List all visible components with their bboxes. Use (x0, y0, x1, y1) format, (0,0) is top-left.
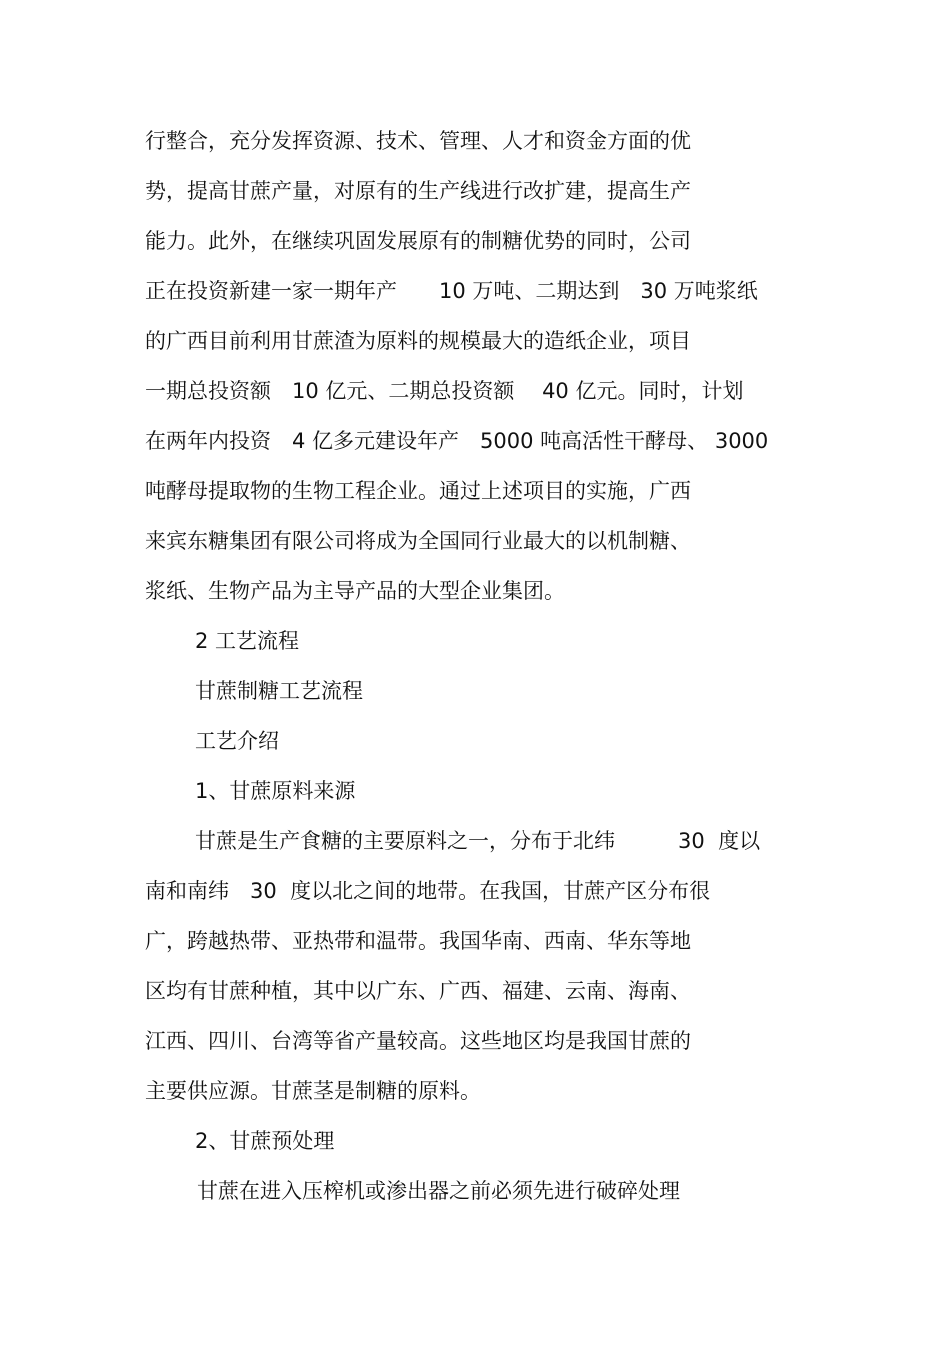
text-line: 区均有甘蔗种植，其中以广东、广西、福建、云南、海南、 (145, 979, 691, 1003)
text-line: 甘蔗在进入压榨机或渗出器之前必须先进行破碎处理 (197, 1179, 680, 1203)
text-line: 浆纸、生物产品为主导产品的大型企业集团。 (145, 579, 565, 603)
text-line: 势，提高甘蔗产量，对原有的生产线进行改扩建，提高生产 (145, 179, 691, 203)
text-line: 一期总投资额 10 亿元、二期总投资额 40 亿元。同时，计划 (145, 379, 744, 403)
text-line: 正在投资新建一家一期年产 10 万吨、二期达到 30 万吨浆纸 (145, 279, 758, 303)
text-line: 主要供应源。甘蔗茎是制糖的原料。 (145, 1079, 481, 1103)
text-line: 的广西目前利用甘蔗渣为原料的规模最大的造纸企业，项目 (145, 329, 691, 353)
item-heading: 1、甘蔗原料来源 (195, 779, 356, 803)
item-heading: 2、甘蔗预处理 (195, 1129, 335, 1153)
text-line: 南和南纬 30 度以北之间的地带。在我国，甘蔗产区分布很 (145, 879, 711, 903)
text-line: 广，跨越热带、亚热带和温带。我国华南、西南、华东等地 (145, 929, 691, 953)
text-line: 吨酵母提取物的生物工程企业。通过上述项目的实施，广西 (145, 479, 691, 503)
text-line: 在两年内投资 4 亿多元建设年产 5000 吨高活性干酵母、 3000 (145, 429, 769, 453)
text-line: 行整合，充分发挥资源、技术、管理、人才和资金方面的优 (145, 129, 691, 153)
text-line: 能力。此外，在继续巩固发展原有的制糖优势的同时，公司 (145, 229, 691, 253)
subsection-heading: 甘蔗制糖工艺流程 (195, 679, 363, 703)
text-line: 甘蔗是生产食糖的主要原料之一，分布于北纬 30 度以 (195, 829, 761, 853)
subsection-heading: 工艺介绍 (195, 729, 279, 753)
text-line: 来宾东糖集团有限公司将成为全国同行业最大的以机制糖、 (145, 529, 691, 553)
text-line: 江西、四川、台湾等省产量较高。这些地区均是我国甘蔗的 (145, 1029, 691, 1053)
section-heading: 2 工艺流程 (195, 629, 300, 653)
